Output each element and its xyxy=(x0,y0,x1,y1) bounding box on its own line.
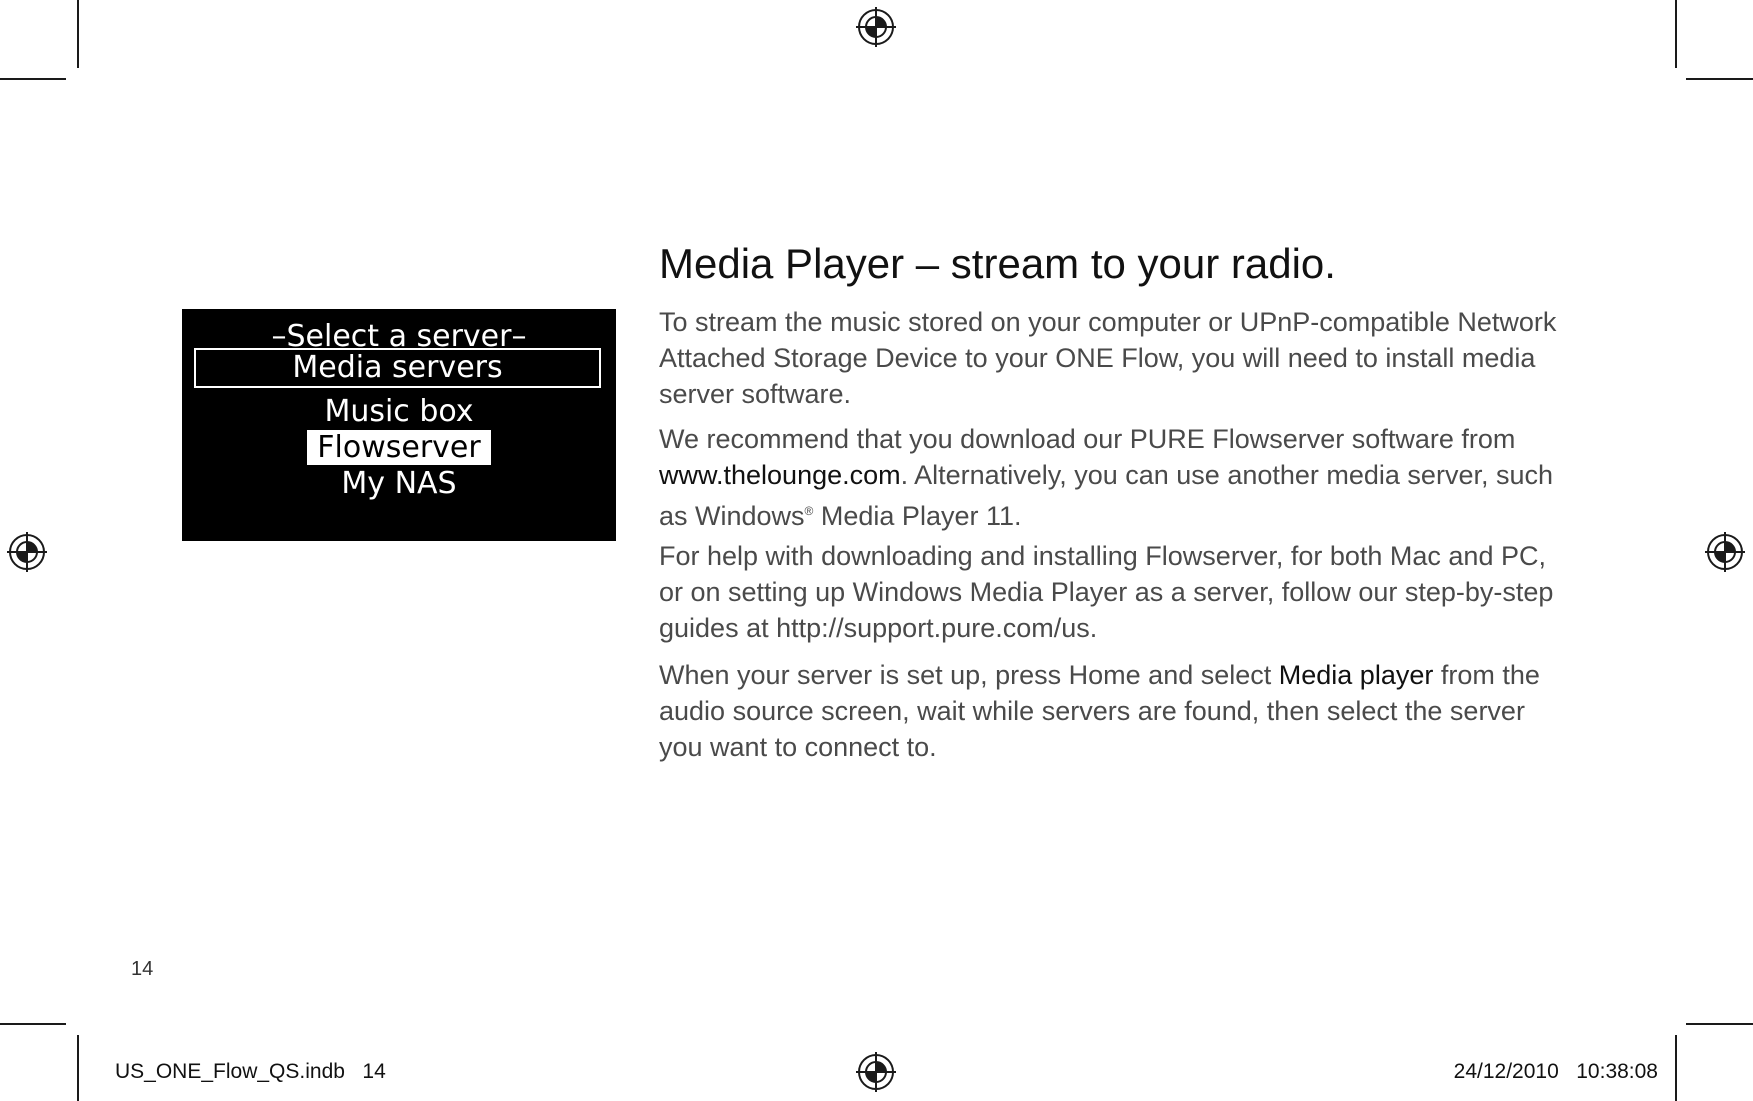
page-title: Media Player – stream to your radio. xyxy=(659,240,1336,287)
paragraph: To stream the music stored on your computer or UPnP-compatible Network Attached Storage Device to your ONE Flow, you will need to install media server software. xyxy=(659,307,1557,409)
paragraph: For help with downloading and installing Flowserver, for both Mac and PC, or on setting up Windows Media Player as a server, follow our step-by-step guides at http://support.pure.com/us. xyxy=(659,541,1554,643)
crop-mark xyxy=(77,1035,79,1101)
crop-mark xyxy=(77,0,79,68)
paragraph-text: Media Player 11. xyxy=(813,501,1022,531)
menu-term: Media player xyxy=(1278,660,1434,690)
screen-menu-item: Music box xyxy=(324,394,474,429)
print-slug-file: US_ONE_Flow_QS.indb 14 xyxy=(115,1060,386,1083)
paragraph-text: . Alternatively, you can use another media server, such as Windows xyxy=(659,460,1553,531)
crop-mark xyxy=(1675,0,1677,68)
crop-mark xyxy=(0,78,66,80)
screen-boxed-item: Media servers xyxy=(194,348,601,388)
screen-menu-item-selected xyxy=(182,429,616,467)
device-screen-illustration xyxy=(182,309,616,541)
paragraph-text: We recommend that you download our PURE Flowserver software from xyxy=(659,424,1516,454)
registration-mark-icon xyxy=(1705,532,1745,572)
paragraph xyxy=(659,421,1559,534)
crop-mark xyxy=(1686,78,1753,80)
website-link: www.thelounge.com xyxy=(659,460,901,490)
screen-highlight: Flowserver xyxy=(307,430,490,465)
print-slug-date: 24/12/2010 10:38:08 xyxy=(1453,1060,1658,1083)
paragraph-text: from the audio source screen, wait while servers are found, then select the server you want to connect to. xyxy=(659,660,1540,762)
registered-mark: ® xyxy=(804,504,814,518)
registration-mark-icon xyxy=(7,532,47,572)
page-number: 14 xyxy=(131,958,154,980)
screen-header: –Select a server– xyxy=(271,319,527,354)
paragraph xyxy=(659,657,1559,765)
crop-mark xyxy=(1686,1023,1753,1025)
crop-mark xyxy=(1675,1035,1677,1101)
screen-menu-item: My NAS xyxy=(341,466,457,501)
registration-mark-icon xyxy=(856,1052,896,1092)
paragraph-text: When your server is set up, press Home and select xyxy=(659,660,1279,690)
registration-mark-icon xyxy=(856,7,896,47)
crop-mark xyxy=(0,1023,66,1025)
